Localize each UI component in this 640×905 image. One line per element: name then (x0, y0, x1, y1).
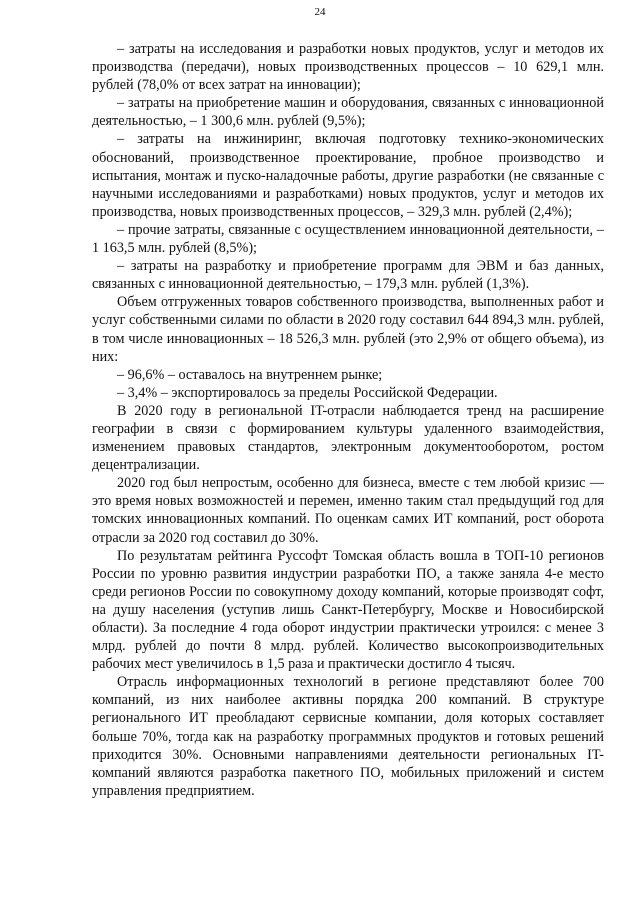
paragraph-export: – 3,4% – экспортировалось за пределы Российской Федерации. (117, 384, 498, 401)
page-number: 24 (314, 6, 326, 18)
paragraph-engineering-costs: – затраты на инжиниринг, включая подготовку технико-экономических обоснований, производственное проектирование, пробное производство и испытания, монтаж и пуско-наладочные работы, другие разработки (не связанные с научными исследованиями и разработками) новых продуктов, услуг и методов их производства, новых производственных процессов, – 329,3 млн. рублей (2,4%); (92, 131, 604, 220)
paragraph-russoft-rating: По результатам рейтинга Руссофт Томская область вошла в ТОП-10 регионов России по уровню развития индустрии разработки ПО, а также заняла 4-е место среди регионов России по совокупному доходу компаний, которые производят софт, на душу населения (уступив лишь Санкт-Петербургу, Москве и Новосибирской области). За последние 4 года оборот индустрии практически утроился: с менее 3 млрд. рублей до почти 8 млрд. рублей. Количество высокопроизводительных рабочих мест увеличилось в 1,5 раза и практически достигло 4 тысяч. (92, 547, 604, 673)
paragraph-shipped-goods: Объем отгруженных товаров собственного производства, выполненных работ и услуг собственными силами по области в 2020 году составил 644 894,3 млн. рублей, в том числе инновационных – 18 526,3 млн. рублей (это 2,9% от общего объема), из них: (92, 294, 604, 365)
paragraph-rnd-costs: – затраты на исследования и разработки новых продуктов, услуг и методов их производства (передачи), новых производственных процессов – 10 629,1 млн. рублей (78,0% от всех затрат на инновации); (92, 41, 604, 94)
paragraph-domestic-market: – 96,6% – оставалось на внутреннем рынке; (117, 366, 383, 383)
paragraph-it-industry: Отрасль информационных технологий в регионе представляют более 700 компаний, из них наиболее активны порядка 200 компаний. В структуре регионального ИТ преобладают сервисные компании, доля которых составляет больше 70%, тогда как на разработку программных продуктов и готовых решений приходится 30%. Основными направлениями деятельности региональных IT-компаний являются разработка пакетного ПО, мобильных приложений и систем управления предприятием. (92, 674, 604, 799)
paragraph-it-trend: В 2020 году в региональной IT-отрасли наблюдается тренд на расширение географии в связи с формированием культуры удаленного взаимодействия, изменением правовых стандартов, электронным документооборотом, ростом децентрализации. (92, 402, 604, 474)
paragraph-equipment-costs: – затраты на приобретение машин и оборудования, связанных с инновационной деятельностью, – 1 300,6 млн. рублей (9,5%); (92, 95, 604, 130)
paragraph-software-costs: – затраты на разработку и приобретение программ для ЭВМ и баз данных, связанных с инновационной деятельностью, – 179,3 млн. рублей (1,3%). (92, 258, 604, 293)
paragraph-2020-year: 2020 год был непростым, особенно для бизнеса, вместе с тем любой кризис — это время новых возможностей и перемен, именно таким стал предыдущий год для томских инновационных компаний. По оценкам самих ИТ компаний, рост оборота отрасли за 2020 год составил до 30%. (92, 475, 604, 546)
document-body (92, 40, 604, 800)
paragraph-other-costs: – прочие затраты, связанные с осуществлением инновационной деятельности, – 1 163,5 млн. рублей (8,5%); (92, 221, 604, 257)
